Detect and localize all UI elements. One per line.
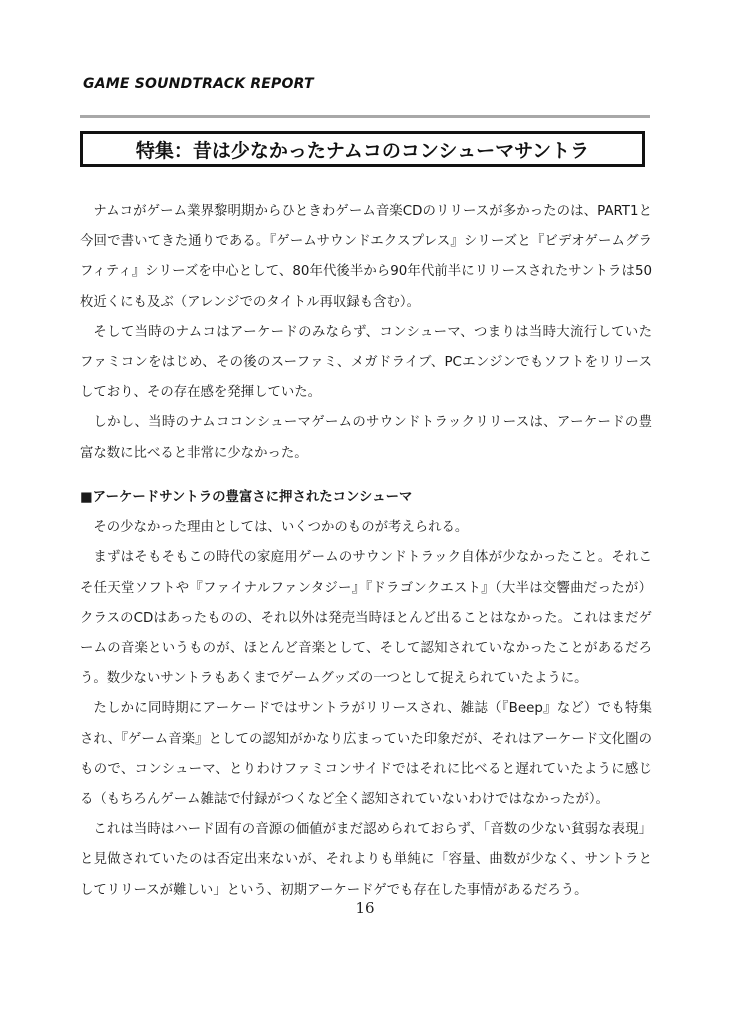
intro-paragraph: そして当時のナムコはアーケードのみならず、コンシューマ、つまりは当時大流行していたファミコンをはじめ、その後のスーファミ、メガドライブ、PCエンジンでもソフトをリリースしており、その存在感を発揮していた。: [80, 324, 652, 401]
page-number: 16: [355, 899, 375, 917]
section-heading: ■アーケードサントラの豊富さに押されたコンシューマ: [80, 490, 413, 505]
section-paragraph: これは当時はハード固有の音源の価値がまだ認められておらず、「音数の少ない貧弱な表現」と見做されていたのは否定出来ないが、それよりも単純に「容量、曲数が少なく、サントラとしてリリースが難しい」という、初期アーケードゲでも存在した事情があるだろう。: [80, 822, 652, 898]
section-paragraph: まずはそもそもこの時代の家庭用ゲームのサウンドトラック自体が少なかったこと。それこそ任天堂ソフトや『ファイナルファンタジー』『ドラゴンクエスト』（大半は交響曲だったが）クラスのCDはあったものの、それ以外は発売当時ほとんど出ることはなかった。これはまだゲームの音楽というものが、ほとんど音楽として、そして認知されていなかったことがあるだろう。数少ないサントラもあくまでゲームグッズの一つとして捉えられていたように。: [80, 550, 652, 687]
intro-body: [80, 197, 652, 469]
intro-paragraph: しかし、当時のナムココンシューマゲームのサウンドトラックリリースは、アーケードの豊富な数に比べると非常に少なかった。: [80, 415, 652, 461]
intro-paragraph: ナムコがゲーム業界黎明期からひときわゲーム音楽CDのリリースが多かったのは、PART1と今回で書いてきた通りである。『ゲームサウンドエクスプレス』シリーズと『ビデオゲームグラフィティ』シリーズを中心として、80年代後半から90年代前半にリリースされたサントラは50枚近くにも及ぶ（アレンジでのタイトル再収録も含む）。: [80, 204, 652, 310]
report-header: GAME SOUNDTRACK REPORT: [83, 76, 314, 92]
section-paragraph: たしかに同時期にアーケードではサントラがリリースされ、雑誌（『Beep』など）でも特集され、『ゲーム音楽』としての認知がかなり広まっていた印象だが、それはアーケード文化圏のもので、コンシューマ、とりわけファミコンサイドではそれに比べると遅れていたように感じる（もちろんゲーム雑誌で付録がつくなど全く認知されていないわけではなかったが）。: [80, 701, 652, 808]
section-body: [80, 483, 652, 906]
header-divider: [80, 115, 650, 118]
feature-title: 特集：昔は少なかったナムコのコンシューマサントラ: [135, 139, 590, 162]
feature-title-box: [80, 131, 645, 167]
section-paragraph: その少なかった理由としては、いくつかのものが考えられる。: [93, 520, 469, 536]
